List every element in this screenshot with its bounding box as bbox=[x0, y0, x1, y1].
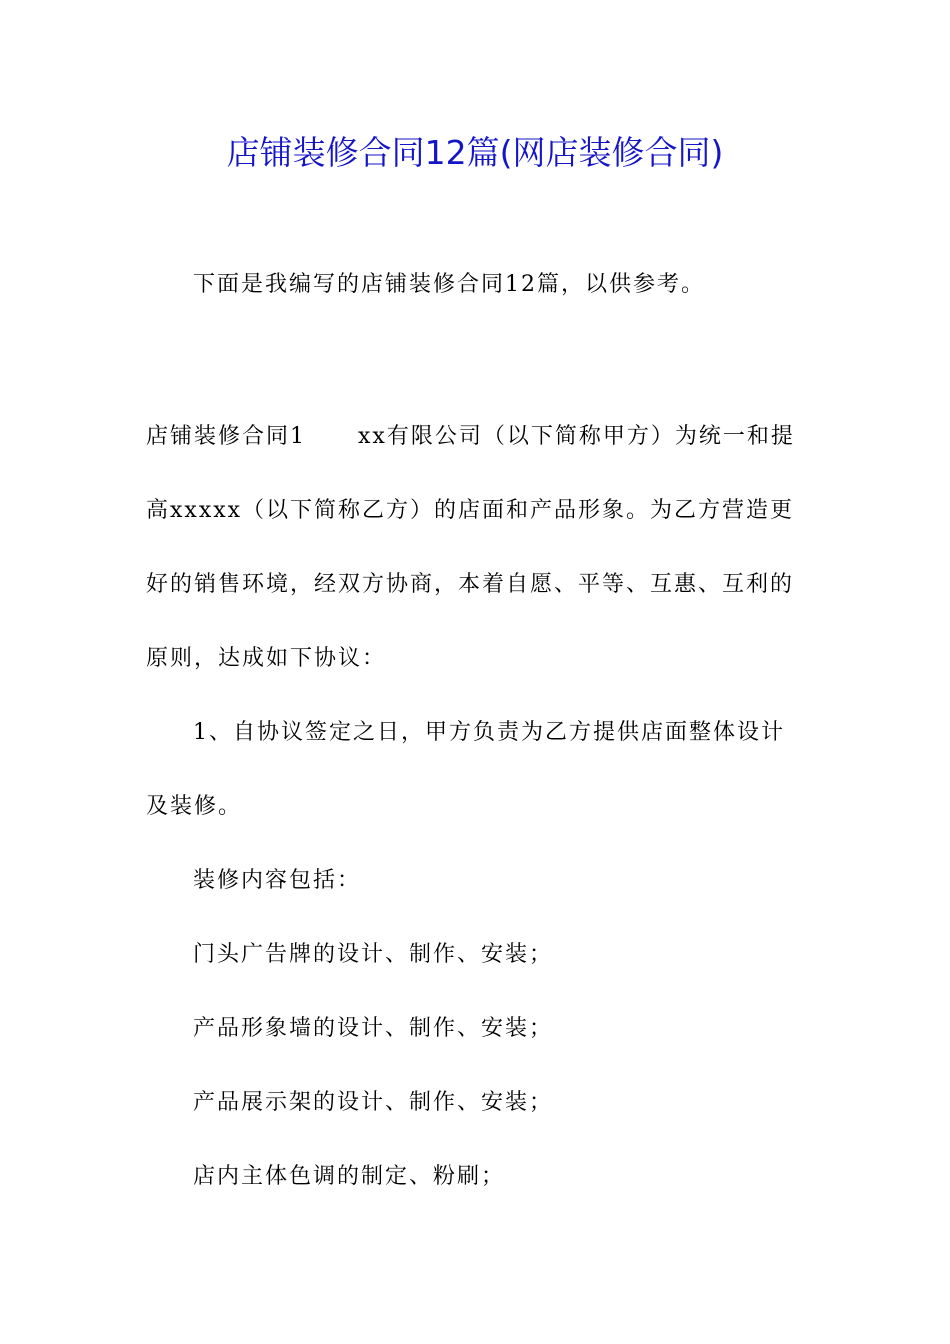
document-title: 店铺装修合同12篇(网店装修合同) bbox=[226, 133, 724, 172]
section-paragraph bbox=[146, 400, 808, 696]
section-heading: 店铺装修合同1 bbox=[146, 424, 306, 449]
scope-item: 店内主体色调的制定、粉刷； bbox=[193, 1164, 506, 1189]
scope-item: 门头广告牌的设计、制作、安装； bbox=[193, 942, 554, 967]
intro-paragraph: 下面是我编写的店铺装修合同12篇，以供参考。 bbox=[193, 272, 705, 297]
scope-item: 产品展示架的设计、制作、安装； bbox=[193, 1090, 554, 1115]
scope-label: 装修内容包括： bbox=[193, 868, 362, 893]
scope-item: 产品形象墙的设计、制作、安装； bbox=[193, 1016, 554, 1041]
scope-list bbox=[146, 844, 808, 1214]
clause-1: 1、自协议签定之日，甲方负责为乙方提供店面整体设计及装修。 bbox=[146, 720, 785, 819]
body-paragraph: xx有限公司（以下简称甲方）为统一和提高xxxxx（以下简称乙方）的店面和产品形象。为乙方营造更好的销售环境，经双方协商，本着自愿、平等、互惠、互利的原则，达成如下协议： bbox=[146, 424, 795, 671]
